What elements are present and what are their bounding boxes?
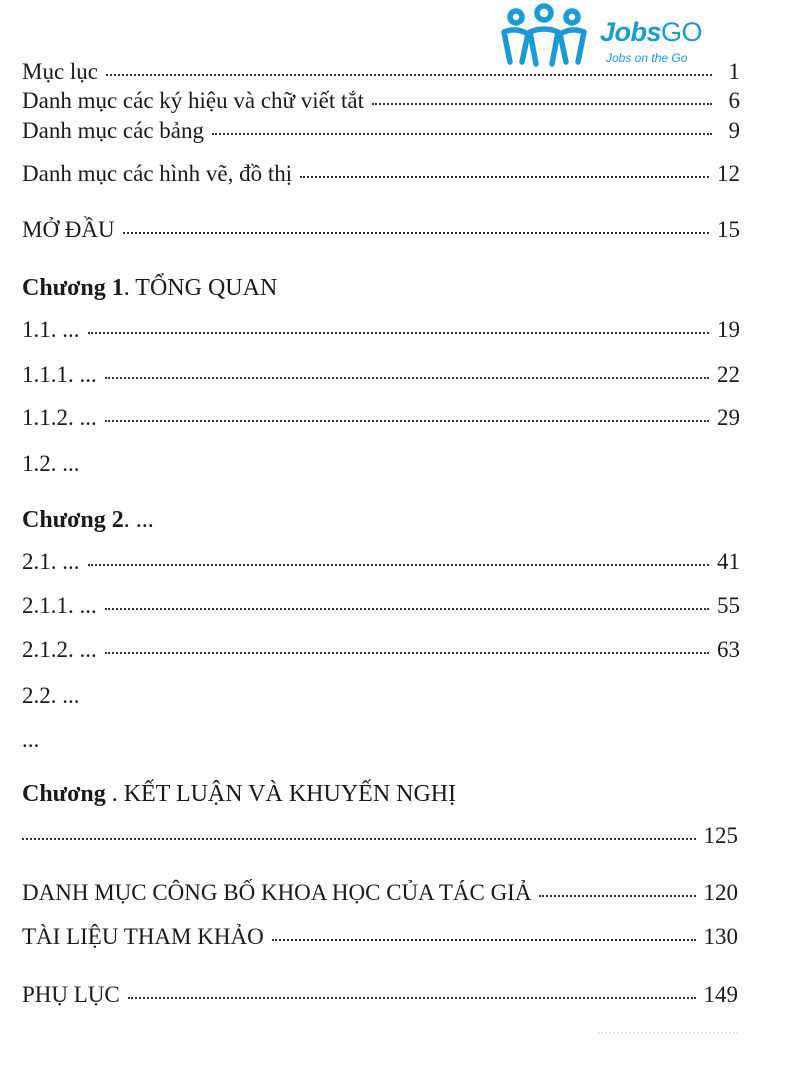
dot-leader [88, 564, 710, 566]
toc-entry-page: 41 [717, 549, 740, 574]
toc-entry-page: 19 [717, 317, 740, 342]
faint-dot-leader [598, 1032, 738, 1034]
dot-leader [372, 103, 712, 105]
toc-entry-page: 6 [728, 88, 740, 113]
toc-entry-title: Danh mục các hình vẽ, đồ thị [22, 161, 293, 186]
toc-entry [22, 983, 738, 1006]
chapter-title: . TỔNG QUAN [123, 275, 278, 301]
toc-entry-title: Danh mục các bảng [22, 118, 205, 143]
dot-leader [105, 608, 709, 610]
toc-entry-title: PHỤ LỤC [22, 982, 120, 1007]
dot-leader [22, 838, 696, 840]
toc-entry [22, 638, 740, 661]
toc-entry-title: 1.1. ... [22, 317, 80, 342]
chapter-heading [22, 508, 154, 532]
toc-entry-page: 63 [717, 637, 740, 662]
toc-entry [22, 594, 740, 617]
toc-ellipsis: ... [22, 727, 40, 752]
chapter-label: Chương 2 [22, 507, 124, 533]
toc-entry-intro [22, 218, 740, 241]
dot-leader [128, 997, 696, 999]
toc-entry-page: 120 [703, 880, 738, 905]
toc-entry-title: 1.1.2. ... [22, 405, 97, 430]
toc-entry-page: 55 [717, 593, 740, 618]
dot-leader [212, 133, 712, 135]
toc-entry-page: 1 [728, 59, 740, 84]
chapter-label: Chương 1 [22, 275, 124, 301]
dot-leader [106, 74, 712, 76]
toc-entry-page: 9 [728, 118, 740, 143]
dot-leader [105, 652, 709, 654]
dot-leader [105, 420, 709, 422]
dot-leader [123, 232, 709, 234]
dot-leader [300, 176, 709, 178]
toc-entry [22, 162, 740, 185]
toc-entry-title: Mục lục [22, 59, 99, 84]
toc-entry [22, 363, 740, 386]
logo-name-accent: GO [661, 17, 703, 47]
toc-entry [22, 406, 740, 429]
toc-entry-page: 22 [717, 362, 740, 387]
toc-entry-title: 2.1. ... [22, 549, 80, 574]
toc-entry-title: 2.1.1. ... [22, 593, 97, 618]
toc-entry-page: 12 [717, 161, 740, 186]
chapter-title: . KẾT LUẬN VÀ KHUYẾN NGHỊ [105, 781, 457, 807]
toc-entry-page: 130 [703, 924, 738, 949]
chapter-title: . ... [123, 507, 154, 533]
chapter-heading [22, 276, 277, 300]
toc-entry-page: 125 [703, 823, 738, 848]
toc-entry-title: 1.1.1. ... [22, 362, 97, 387]
chapter-label: Chương [22, 781, 106, 807]
dot-leader [88, 332, 710, 334]
toc-entry [22, 881, 738, 904]
toc-subsection: 1.2. ... [22, 451, 80, 476]
dot-leader [105, 377, 709, 379]
toc-entry-page: 29 [717, 405, 740, 430]
toc-entry [22, 318, 740, 341]
chapter-heading [22, 782, 456, 806]
dot-leader [272, 939, 696, 941]
toc-entry [22, 925, 738, 948]
toc-entry [22, 119, 740, 142]
dot-leader [539, 895, 695, 897]
logo-name-primary: Jobs [600, 17, 662, 47]
toc-entry-page: 149 [703, 982, 738, 1007]
toc-entry [22, 89, 740, 112]
toc-entry [22, 824, 738, 847]
toc-entry-title: Danh mục các ký hiệu và chữ viết tắt [22, 88, 365, 113]
toc-entry-title: 2.1.2. ... [22, 637, 97, 662]
logo-tagline: Jobs on the Go [606, 51, 688, 65]
toc-subsection: 2.2. ... [22, 683, 80, 708]
three-people-icon [496, 2, 592, 68]
toc-entry-title: MỞ ĐẦU [22, 217, 115, 242]
toc-entry-page: 15 [717, 217, 740, 242]
toc-entry-title: DANH MỤC CÔNG BỐ KHOA HỌC CỦA TÁC GIẢ [22, 880, 532, 905]
logo-wordmark [600, 19, 702, 46]
toc-entry [22, 550, 740, 573]
toc-entry [22, 60, 740, 83]
toc-entry-title: TÀI LIỆU THAM KHẢO [22, 924, 264, 949]
